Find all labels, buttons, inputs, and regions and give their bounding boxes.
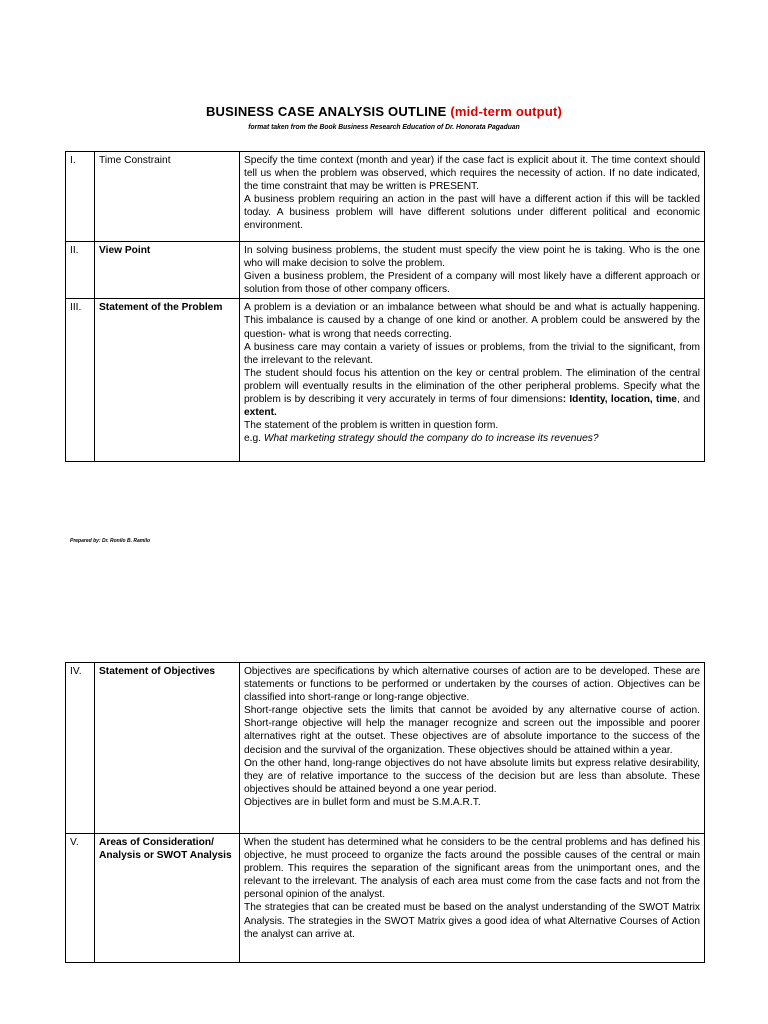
row-heading: Time Constraint	[95, 152, 240, 242]
prepared-by-note: Prepared by: Dr. Ronilo B. Ramilo	[70, 538, 151, 544]
row-number: III.	[66, 299, 95, 462]
table-row	[66, 152, 705, 242]
table-row	[66, 299, 705, 462]
desc-paragraph: Given a business problem, the President of a company will most likely have a different approach or solution from those of other company officers.	[244, 271, 700, 296]
desc-paragraph: Short-range objective sets the limits that cannot be avoided by any alternative course of action. Short-range objective will help the manager recognize and screen out the impossible and poorer alternatives right at the outset. These objectives are of absolute importance to the success of the decision and the survival of the organization. These objectives should be attained within a year.	[244, 705, 700, 756]
colon-text: :	[562, 394, 567, 406]
row-heading: Statement of Objectives	[95, 663, 240, 834]
example-question: What marketing strategy should the company do to increase its revenues?	[263, 433, 599, 445]
desc-paragraph: A business problem requiring an action in the past will have a different action if this will be tackled today. A business problem will have different solutions under different political and economic environment.	[244, 194, 700, 232]
dimensions-text: Identity, location, time	[566, 394, 677, 406]
row-number: I.	[66, 152, 95, 242]
row-number: II.	[66, 242, 95, 299]
row-description	[240, 242, 705, 299]
desc-paragraph: Specify the time context (month and year) if the case fact is explicit about it. The time context should tell us when the problem was observed, which requires the necessity of action. If no date indicated, the time constraint that may be written is PRESENT.	[244, 155, 700, 193]
outline-table-2	[65, 662, 705, 963]
example-line	[244, 432, 700, 445]
and-text: , and	[676, 394, 700, 406]
desc-paragraph: Objectives are specifications by which alternative courses of action are to be developed. These are statements or functions to be performed or undertaken by the courses of action. Objectives can be classified into short-range or long-range objective.	[244, 666, 700, 704]
row-heading: View Point	[95, 242, 240, 299]
row-heading: Areas of Consideration/ Analysis or SWOT Analysis	[95, 834, 240, 963]
outline-table-1	[65, 151, 705, 462]
desc-paragraph: The strategies that can be created must be based on the analyst understanding of the SWOT Matrix Analysis. The strategies in the SWOT Matrix gives a good idea of what Alternative Courses of Action the analyst can arrive at.	[244, 902, 700, 940]
table-row	[66, 242, 705, 299]
desc-paragraph: A problem is a deviation or an imbalance between what should be and what is actually happening. This imbalance is caused by a change of one kind or another. A problem could be answered by the question- what is wrong that needs correcting.	[244, 302, 700, 340]
extent-text: extent.	[244, 407, 277, 419]
row-heading: Statement of the Problem	[95, 299, 240, 462]
desc-paragraph: When the student has determined what he considers to be the central problems and has defined his objective, he must proceed to organize the facts around the possible causes of the central or main problem. This requires the separation of the significant areas from the unimportant ones, and the relevant to the irrelevant. The analysis of each area must come from the case facts and not from the personal opinion of the analyst.	[244, 837, 700, 901]
document-title	[0, 104, 768, 119]
desc-paragraph: Objectives are in bullet form and must be S.M.A.R.T.	[244, 796, 481, 808]
row-description	[240, 152, 705, 242]
row-description	[240, 299, 705, 462]
table-row	[66, 663, 705, 834]
desc-paragraph: The statement of the problem is written in question form.	[244, 420, 499, 432]
row-description	[240, 663, 705, 834]
example-prefix: e.g.	[244, 433, 264, 445]
title-accent: (mid-term output)	[450, 104, 563, 119]
title-main: BUSINESS CASE ANALYSIS OUTLINE	[205, 104, 447, 119]
row-description	[240, 834, 705, 963]
row-number: IV.	[66, 663, 95, 834]
desc-paragraph: On the other hand, long-range objectives do not have absolute limits but express relative desirability, they are of relative importance to the success of the decision but are less than absolute. These objectives should be attained beyond a one year period.	[244, 757, 700, 795]
desc-text: The student should focus his attention on the key or central problem. The elimination of the central problem will eventually results in the elimination of the other peripheral problems. Specify what the problem is by describing it very accurately in terms of four dimensions	[244, 367, 700, 406]
table-row	[66, 834, 705, 963]
desc-paragraph: In solving business problems, the student must specify the view point he is taking. Who is the one who will make decision to solve the problem.	[244, 245, 700, 270]
row-number: V.	[66, 834, 95, 963]
desc-paragraph	[244, 367, 700, 419]
desc-paragraph: A business care may contain a variety of issues or problems, from the trivial to the significant, from the irrelevant to the relevant.	[244, 341, 700, 366]
document-subtitle: format taken from the Book Business Research Education of Dr. Honorata Pagaduan	[248, 122, 520, 131]
